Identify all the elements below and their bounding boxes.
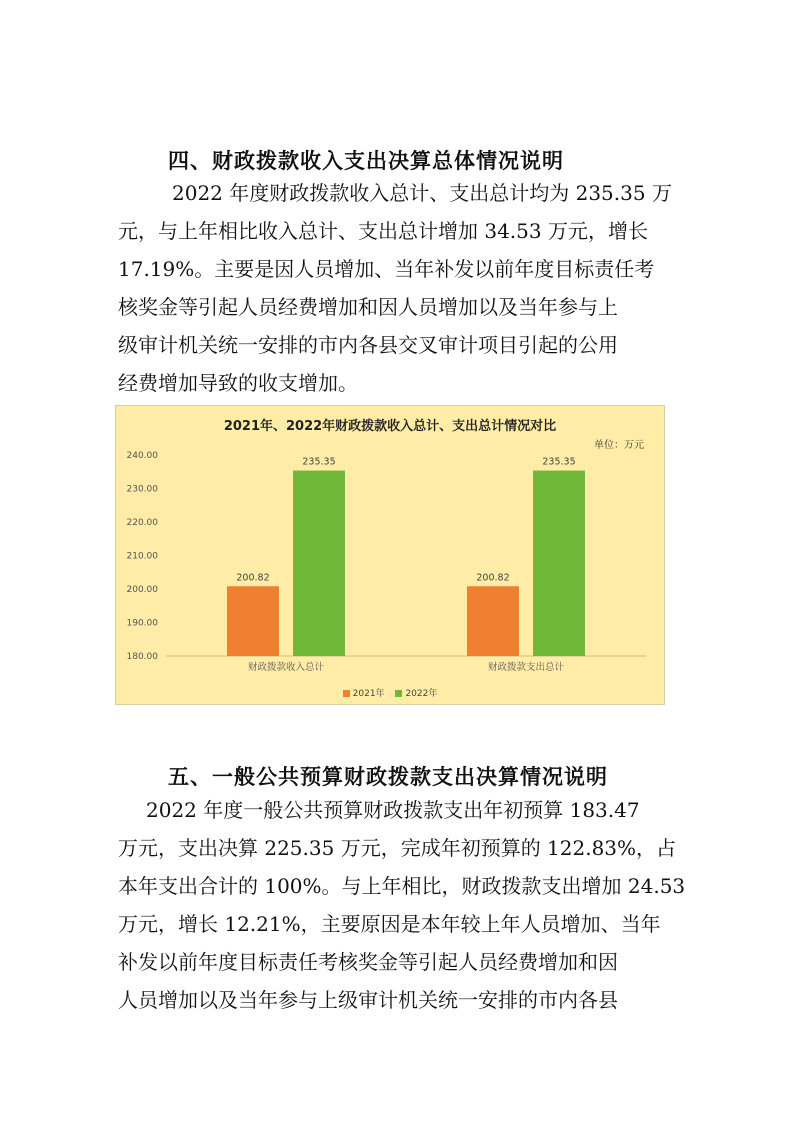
data-label: 235.35: [542, 456, 576, 468]
paragraph-line: 本年支出合计的 100%。与上年相比，财政拨款支出增加 24.53: [118, 874, 686, 898]
chart-title: 2021年、2022年财政拨款收入总计、支出总计情况对比: [223, 419, 557, 434]
legend-item-2021: [343, 686, 385, 699]
chart-legend: [116, 686, 664, 699]
y-tick-label: 210.00: [126, 551, 158, 562]
paragraph-line: 核奖金等引起人员经费增加和因人员增加以及当年参与上: [118, 295, 618, 319]
paragraph-line: 级审计机关统一安排的市内各县交叉审计项目引起的公用: [118, 333, 618, 357]
data-label: 235.35: [302, 456, 336, 468]
paragraph-line: 经费增加导致的收支增加。: [118, 371, 358, 395]
x-category-label: 财政拨款收入总计: [247, 662, 325, 673]
legend-label-2022: 2022年: [405, 689, 438, 699]
legend-item-2022: [395, 686, 437, 699]
bar-2022年: [293, 471, 345, 656]
bar-2021年: [467, 586, 519, 656]
paragraph-line: 元，与上年相比收入总计、支出总计增加 34.53 万元，增长: [118, 219, 648, 243]
legend-swatch-2021: [343, 690, 350, 697]
paragraph-line: 2022 年度一般公共预算财政拨款支出年初预算 183.47: [146, 798, 640, 822]
section-4-heading: 四、财政拨款收入支出决算总体情况说明: [168, 149, 564, 173]
y-tick-label: 220.00: [126, 518, 158, 528]
y-tick-label: 240.00: [126, 451, 158, 461]
data-label: 200.82: [236, 572, 270, 584]
y-tick-label: 180.00: [126, 652, 158, 662]
paragraph-line: 万元，增长 12.21%，主要原因是本年较上年人员增加、当年: [118, 912, 661, 936]
bar-2021年: [227, 586, 279, 656]
paragraph-line: 人员增加以及当年参与上级审计机关统一安排的市内各县: [118, 988, 618, 1012]
chart-plot-area: [116, 406, 664, 704]
x-category-label: 财政拨款支出总计: [487, 662, 565, 673]
paragraph-line: 17.19%。主要是因人员增加、当年补发以前年度目标责任考: [118, 257, 655, 281]
y-tick-label: 190.00: [126, 618, 158, 629]
y-tick-label: 200.00: [126, 585, 158, 595]
bar-chart: [115, 405, 665, 705]
paragraph-line: 万元，支出决算 225.35 万元，完成年初预算的 122.83%，占: [118, 836, 677, 860]
section-5-heading: 五、一般公共预算财政拨款支出决算情况说明: [168, 765, 608, 789]
bar-2022年: [533, 471, 585, 656]
data-label: 200.82: [476, 572, 510, 584]
paragraph-line: 补发以前年度目标责任考核奖金等引起人员经费增加和因: [118, 950, 618, 974]
paragraph-line: 2022 年度财政拨款收入总计、支出总计均为 235.35 万: [172, 181, 672, 205]
legend-label-2021: 2021年: [352, 689, 385, 699]
chart-unit-label: 单位：万元: [594, 440, 644, 451]
legend-swatch-2022: [395, 690, 402, 697]
y-tick-label: 230.00: [126, 484, 158, 495]
